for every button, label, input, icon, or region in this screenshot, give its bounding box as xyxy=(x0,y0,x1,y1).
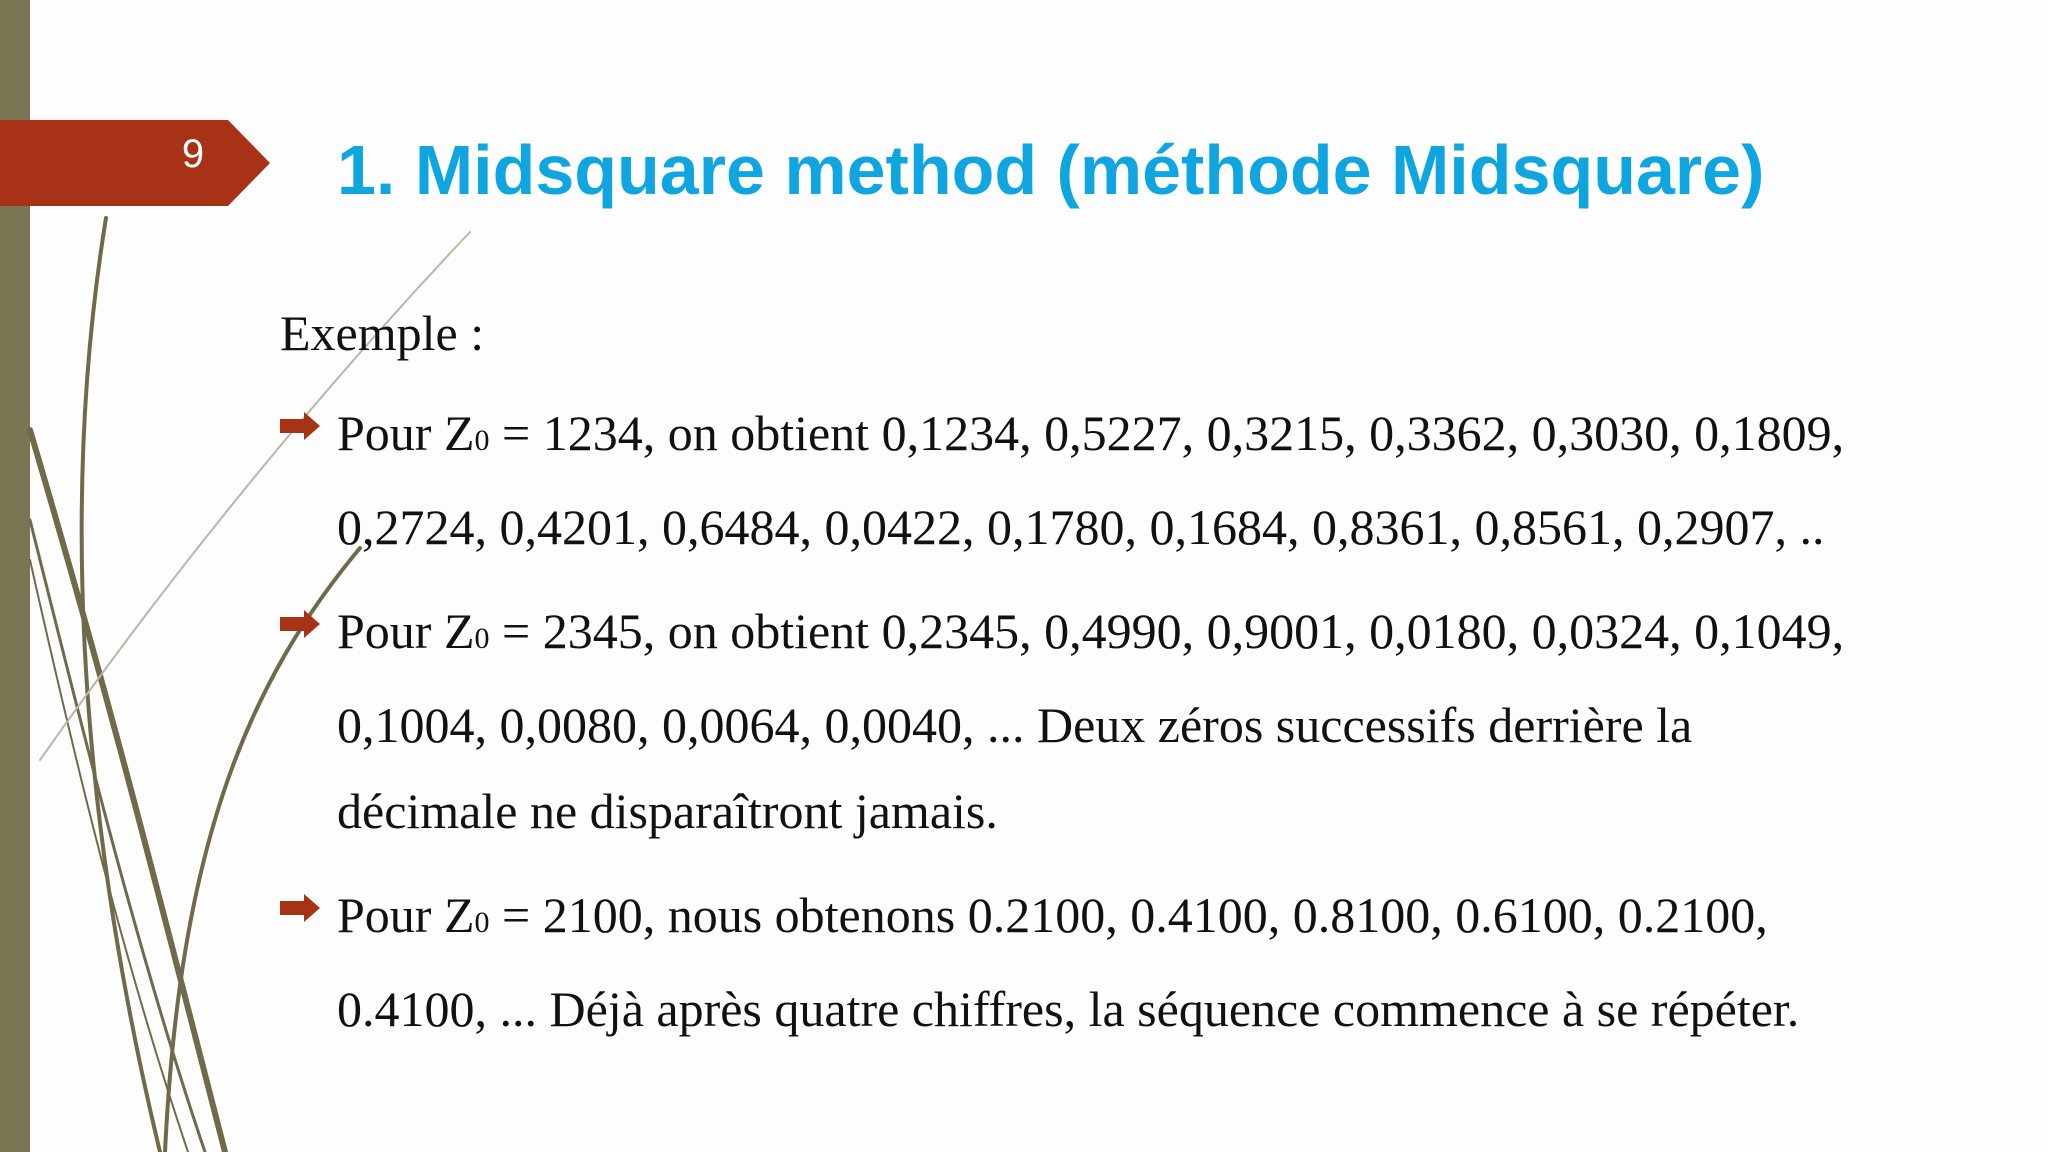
slide-title: 1. Midsquare method (méthode Midsquare) xyxy=(337,131,1765,209)
bullet-item xyxy=(280,390,1920,570)
arrow-bullet-icon xyxy=(280,412,320,440)
bullet-line: 0,1004, 0,0080, 0,0064, 0,0040, ... Deux zéros successifs derrière la xyxy=(337,697,1693,753)
bullet-line: 0.4100, ... Déjà après quatre chiffres, la séquence commence à se répéter. xyxy=(337,981,1800,1037)
bullet-item xyxy=(280,872,1920,1052)
bullet-line: décimale ne disparaîtront jamais. xyxy=(337,783,998,839)
bullet-line: Pour Z0 = 2100, nous obtenons 0.2100, 0.4100, 0.8100, 0.6100, 0.2100, xyxy=(337,887,1768,943)
slide-number: 9 xyxy=(181,132,205,176)
intro-text: Exemple : xyxy=(280,305,485,361)
slide-number-tab xyxy=(0,120,270,206)
bullet-line: 0,2724, 0,4201, 0,6484, 0,0422, 0,1780, 0,1684, 0,8361, 0,8561, 0,2907, .. xyxy=(337,499,1825,555)
arrow-bullet-icon xyxy=(280,610,320,638)
slide-body xyxy=(280,298,1920,1070)
bullet-item xyxy=(280,588,1920,854)
arrow-bullet-icon xyxy=(280,894,320,922)
bullet-line: Pour Z0 = 2345, on obtient 0,2345, 0,4990, 0,9001, 0,0180, 0,0324, 0,1049, xyxy=(337,603,1845,659)
bullet-line: Pour Z0 = 1234, on obtient 0,1234, 0,5227, 0,3215, 0,3362, 0,3030, 0,1809, xyxy=(337,405,1845,461)
